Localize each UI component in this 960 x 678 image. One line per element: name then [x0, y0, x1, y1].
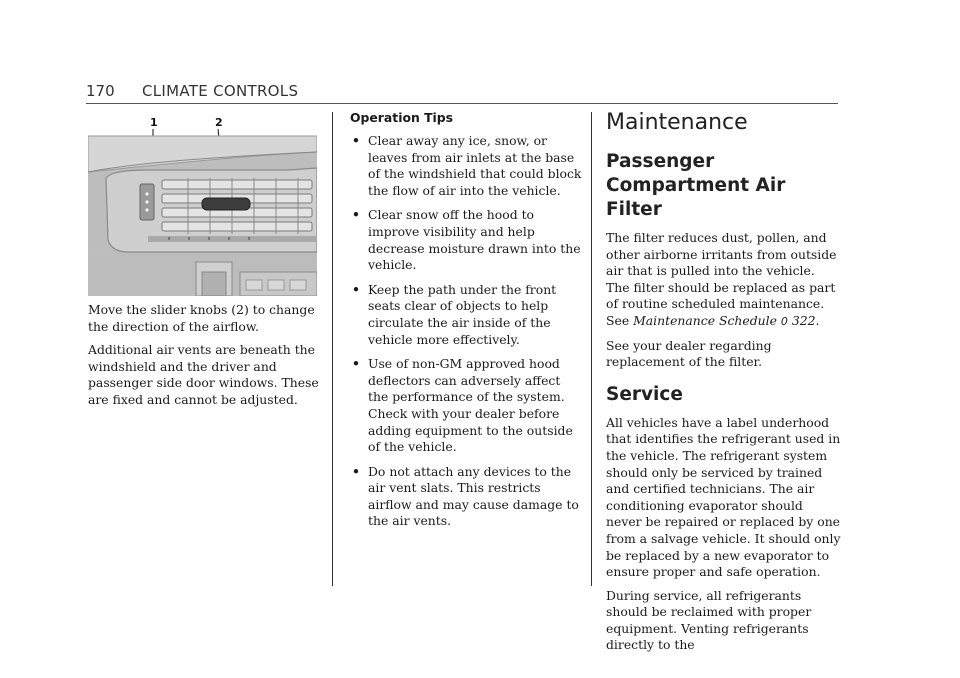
page-header: [86, 82, 838, 104]
callout-2: 2: [215, 116, 223, 129]
list-item: • Keep the path under the front seats clear of objects to help circulate the air inside of the vehicle more effectively.: [352, 281, 557, 347]
page-number: 170: [86, 82, 115, 100]
air-filter-paragraph: The filter reduces dust, pollen, and other airborne irritants from outside air that is pulled into the vehicle. The filter should be replaced as part of routine scheduled maintenance. See Maintenance Schedule 0 322.: [606, 230, 837, 328]
list-item: • Do not attach any devices to the air vent slats. This restricts airflow and may cause damage to the air vents.: [352, 463, 579, 529]
column-right: [606, 110, 842, 661]
filter-replacement-note: See your dealer regarding replacement of the filter.: [606, 337, 772, 370]
operation-tips-list: [350, 133, 582, 530]
bullet-icon: •: [352, 356, 360, 372]
maintenance-schedule-link[interactable]: Maintenance Schedule 0 322: [633, 312, 816, 328]
service-paragraph-2: During service, all refrigerants should be reclaimed with proper equipment. Venting refrigerants directly to the: [606, 587, 812, 653]
maintenance-title: Maintenance: [606, 110, 748, 135]
list-item: • Use of non-GM approved hood deflectors can adversely affect the performance of the system. Check with your dealer before adding equipment to the outside of the vehicle.: [352, 356, 573, 455]
column-left: [88, 112, 320, 416]
air-filter-heading: Passenger Compartment Air Filter: [606, 151, 786, 220]
vent-drawing: [88, 112, 317, 296]
service-paragraph-1: All vehicles have a label underhood that identifies the refrigerant used in the vehicle. The refrigerant system should only be serviced by trained and certified technicians. The air conditioning evaporator should never be repaired or replaced by one from a salvage vehicle. It should only be replaced by a new evaporator to ensure proper and safe operation.: [606, 414, 841, 580]
column-divider: [332, 112, 333, 586]
operation-tips-heading: Operation Tips: [350, 110, 454, 125]
slider-instruction: Move the slider knobs (2) to change the direction of the airflow.: [88, 302, 315, 334]
callout-1: 1: [150, 116, 158, 129]
service-heading: Service: [606, 383, 683, 405]
column-middle: [350, 110, 582, 538]
page-ref-icon: 0: [780, 314, 788, 328]
bullet-icon: •: [352, 281, 360, 297]
air-vent-illustration: [88, 112, 317, 296]
additional-vents-note: Additional air vents are beneath the windshield and the driver and passenger side door windows. These are fixed and cannot be adjusted.: [88, 342, 319, 407]
bullet-icon: •: [352, 133, 360, 148]
header-rule: [86, 103, 838, 104]
list-item: • Clear snow off the hood to improve visibility and help decrease moisture drawn into the vehicle.: [352, 207, 581, 273]
bullet-icon: •: [352, 463, 360, 479]
bullet-icon: •: [352, 207, 360, 223]
column-divider: [591, 112, 592, 586]
list-item: • Clear away any ice, snow, or leaves from air inlets at the base of the windshield that could block the flow of air into the vehicle.: [352, 133, 582, 198]
section-title: CLIMATE CONTROLS: [142, 82, 299, 100]
